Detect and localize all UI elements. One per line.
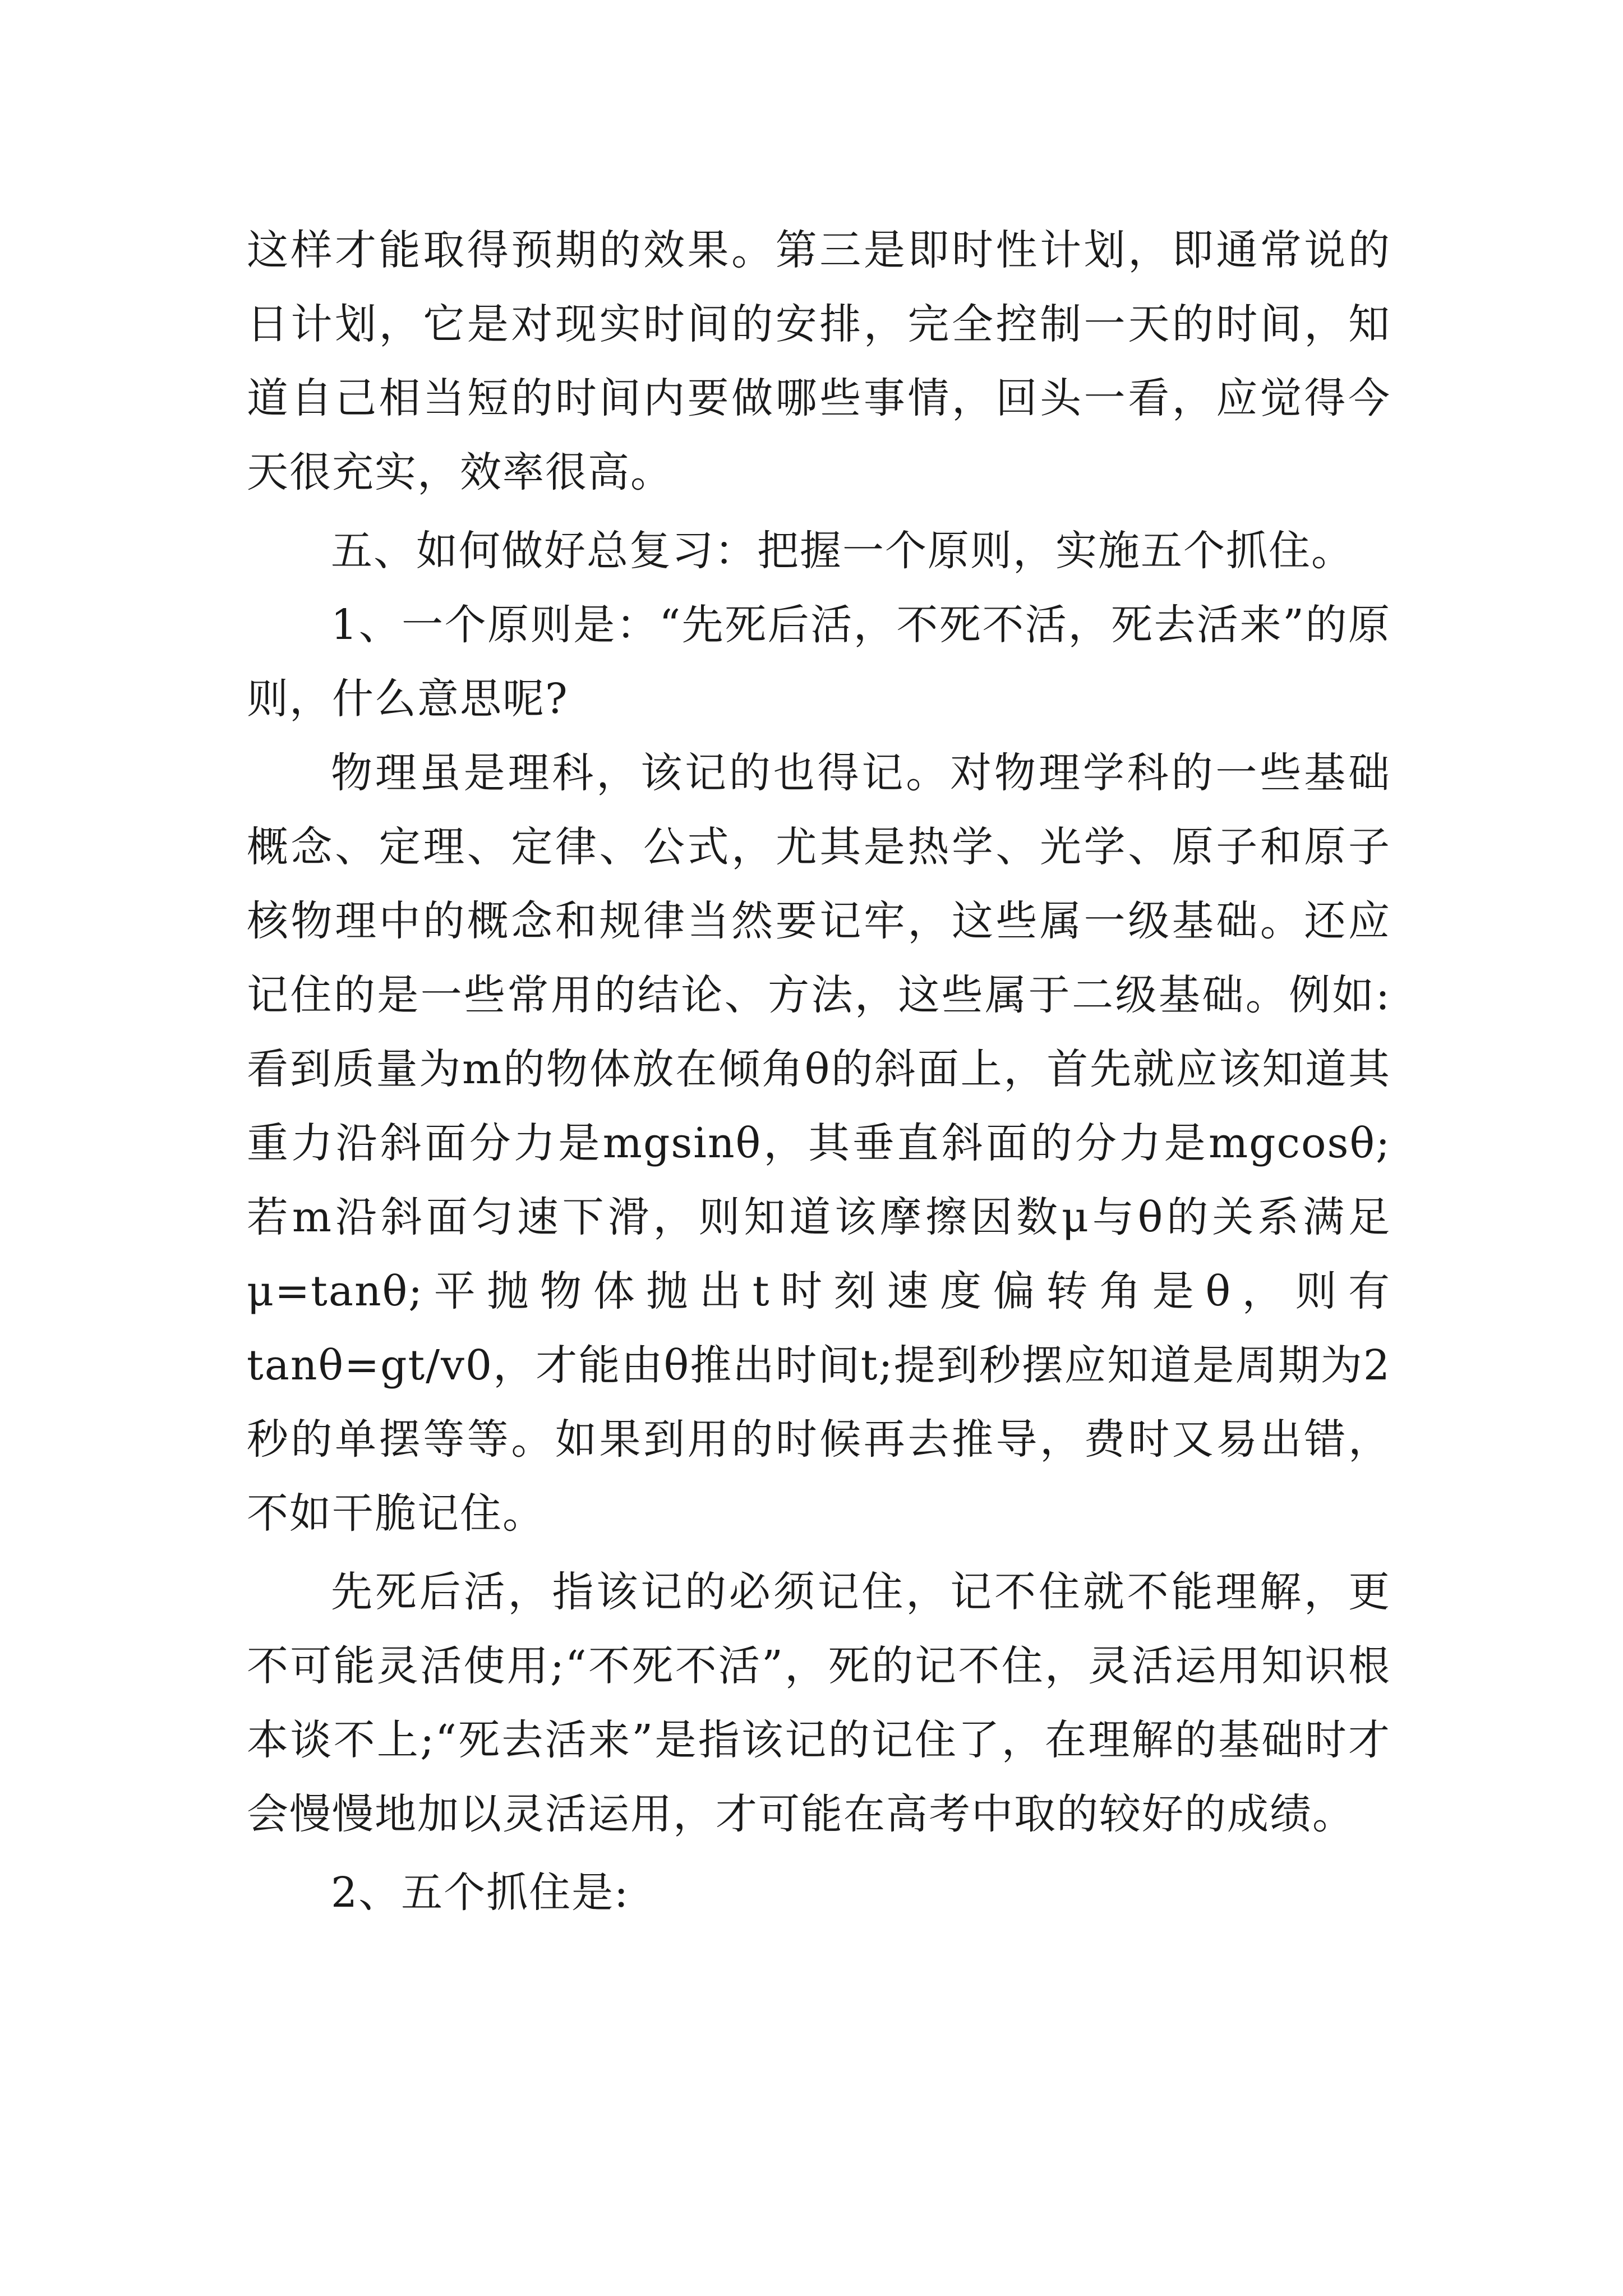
paragraph-principle: 1、一个原则是：“先死后活，不死不活，死去活来”的原则，什么意思呢? xyxy=(247,601,1391,723)
section-heading-review: 五、如何做好总复习：把握一个原则，实施五个抓住。 xyxy=(331,527,1354,575)
paragraph-principle-explained: 先死后活，指该记的必须记住，记不住就不能理解，更不可能灵活使用;“不死不活”，死的记不住，灵活运用知识根本谈不上;“死去活来”是指该记的记住了，在理解的基础时才会慢慢地加以灵活运用，才可能在高考中取的较好的成绩。 xyxy=(247,1568,1391,1838)
paragraph-plan-continuation: 这样才能取得预期的效果。第三是即时性计划，即通常说的日计划，它是对现实时间的安排，完全控制一天的时间，知道自己相当短的时间内要做哪些事情，回头一看，应觉得今天很充实，效率很高。 xyxy=(247,226,1391,496)
paragraph-physics-memory: 物理虽是理科，该记的也得记。对物理学科的一些基础概念、定理、定律、公式，尤其是热学、光学、原子和原子核物理中的概念和规律当然要记牢，这些属一级基础。还应记住的是一些常用的结论、方法，这些属于二级基础。例如:看到质量为m的物体放在倾角θ的斜面上，首先就应该知道其重力沿斜面分力是mgsinθ，其垂直斜面的分力是mgcosθ;若m沿斜面匀速下滑，则知道该摩擦因数μ与θ的关系满足μ=tanθ;平抛物体抛出t时刻速度偏转角是θ，则有tanθ=gt/v0，才能由θ推出时间t;提到秒摆应知道是周期为2秒的单摆等等。如果到用的时候再去推导，费时又易出错，不如干脆记住。 xyxy=(247,749,1391,1538)
paragraph-five-grasps: 2、五个抓住是: xyxy=(331,1869,630,1917)
document-body xyxy=(247,213,1391,1930)
